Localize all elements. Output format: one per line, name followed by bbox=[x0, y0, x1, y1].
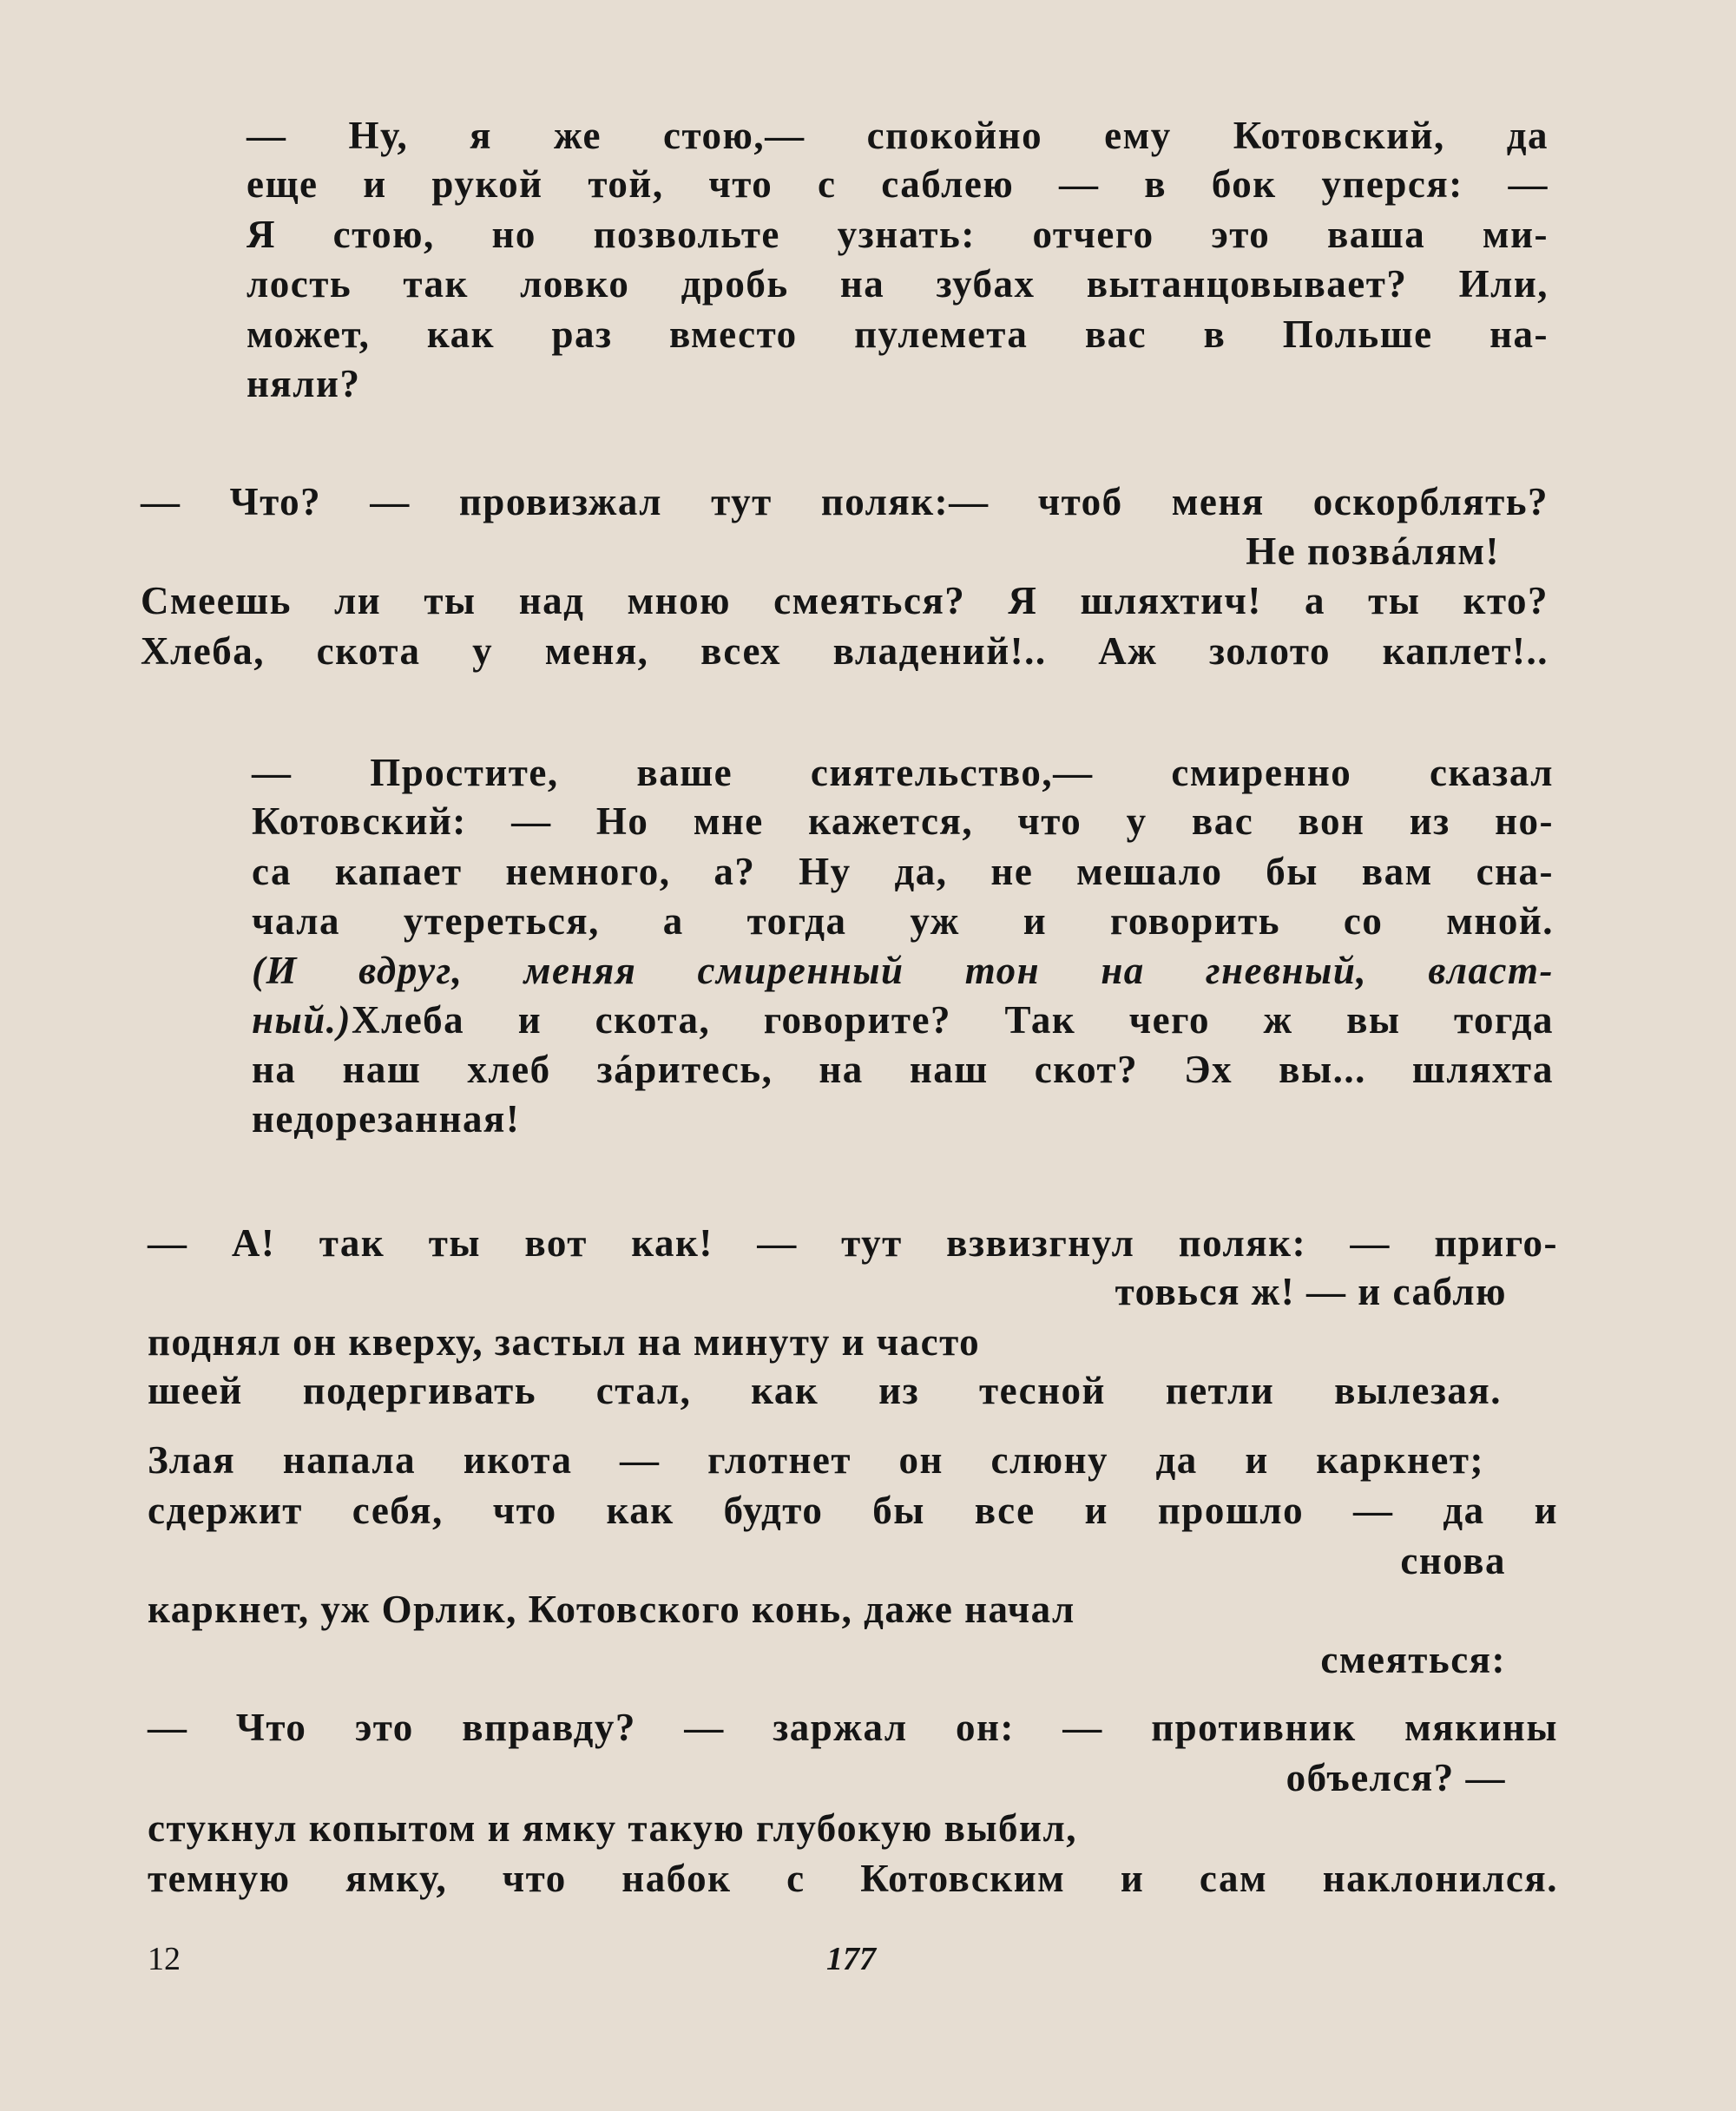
text-line: — Что это вправду? — заржал он: — противник мякины bbox=[148, 1706, 1558, 1749]
signature-mark: 12 bbox=[148, 1941, 181, 1977]
text-line: — Что? — провизжал тут поляк:— чтоб меня оскорблять? bbox=[141, 480, 1549, 523]
text-line: стукнул копытом и ямку такую глубокую выбил, bbox=[148, 1806, 1077, 1850]
text-line: каркнет, уж Орлик, Котовского конь, даже начал bbox=[148, 1588, 1075, 1631]
text-line: Котовский: — Но мне кажется, что у вас вон из но- bbox=[252, 799, 1554, 843]
stage-direction-end: ный.) bbox=[252, 998, 352, 1042]
text-line: поднял он кверху, застыл на минуту и часто bbox=[148, 1320, 981, 1364]
text-line: товься ж! — и саблю bbox=[1115, 1270, 1507, 1313]
text-line: — А! так ты вот как! — тут взвизгнул поляк: — приго- bbox=[148, 1221, 1558, 1265]
stage-direction-line: (И вдруг, меняя смиренный тон на гневный, власт- bbox=[252, 949, 1554, 992]
text-line: няли? bbox=[247, 362, 361, 405]
text-line: еще и рукой той, что с саблею — в бок уперся: — bbox=[247, 162, 1549, 206]
text-line: лость так ловко дробь на зубах вытанцовывает? Или, bbox=[247, 262, 1549, 306]
text-line: са капает немного, а? Ну да, не мешало бы вам сна- bbox=[252, 850, 1554, 893]
text-line: Злая напала икота — глотнет он слюну да и каркнет; bbox=[148, 1438, 1484, 1482]
text-line: смеяться: bbox=[1320, 1638, 1506, 1681]
text-line: на наш хлеб зáритесь, на наш скот? Эх вы... шляхта bbox=[252, 1048, 1554, 1091]
text-line: недорезанная! bbox=[252, 1097, 521, 1141]
text-line: — Простите, ваше сиятельство,— смиренно сказал bbox=[252, 751, 1554, 794]
text-line-rest: Хлеба и скота, говорите? Так чего ж вы тогда bbox=[351, 998, 1554, 1042]
text-line: чала утереться, а тогда уж и говорить со мной. bbox=[252, 899, 1554, 943]
text-line: Не позвáлям! bbox=[1246, 529, 1500, 573]
text-line: шеей подергивать стал, как из тесной петли вылезая. bbox=[148, 1369, 1502, 1412]
text-line: объелся? — bbox=[1286, 1756, 1506, 1799]
text-line: Я стою, но позвольте узнать: отчего это ваша ми- bbox=[247, 213, 1549, 256]
page-number: 177 bbox=[826, 1941, 876, 1977]
text-line: Хлеба, скота у меня, всех владений!.. Аж золото каплет!.. bbox=[141, 629, 1549, 673]
text-line bbox=[252, 998, 1554, 1042]
text-line: — Ну, я же стою,— спокойно ему Котовский, да bbox=[247, 114, 1549, 157]
text-line: снова bbox=[1400, 1539, 1506, 1582]
text-line: может, как раз вместо пулемета вас в Польше на- bbox=[247, 312, 1549, 356]
text-line: Смеешь ли ты над мною смеяться? Я шляхтич! а ты кто? bbox=[141, 579, 1549, 622]
text-line: темную ямку, что набок с Котовским и сам наклонился. bbox=[148, 1857, 1558, 1900]
text-line: сдержит себя, что как будто бы все и прошло — да и bbox=[148, 1489, 1558, 1532]
